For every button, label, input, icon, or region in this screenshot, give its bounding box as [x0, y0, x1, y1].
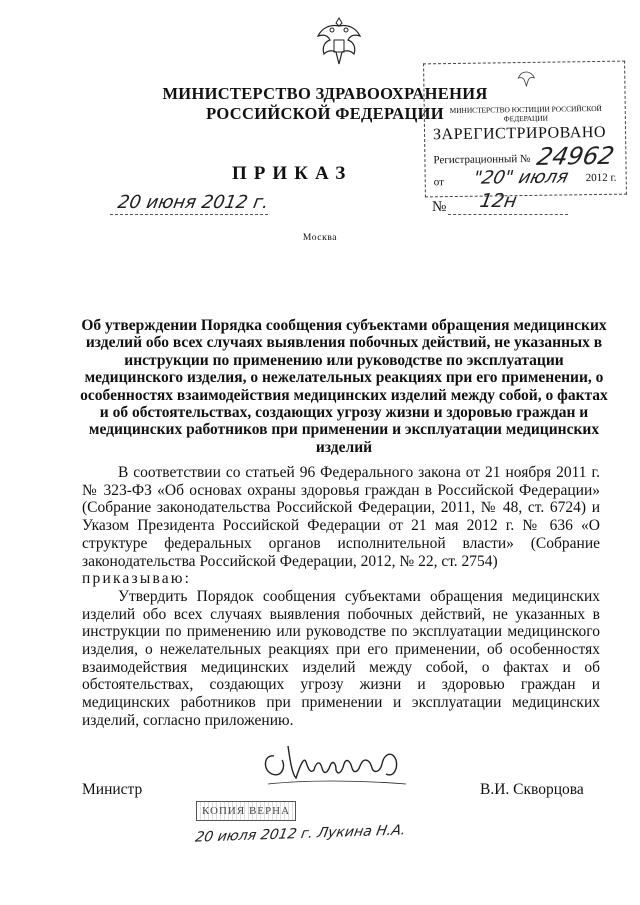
minister-signature — [256, 726, 416, 796]
decision-paragraph: Утвердить Порядок сообщения субъектами обращения медицинских изделий обо всех случаях выявления побочных действий, не указанных в инструкции по применению или руководстве по эксплуатации медицинского изделия, о нежелательных реакциях при его применении, об особенностях взаимодействия медицинских изделий между собой, о фактах и об обстоятельствах, создающих угрозу жизни и здоровью граждан и медицинских работников при применении и эксплуатации медицинских изделий, согласно приложению. — [82, 587, 600, 729]
signer-title: Министр — [82, 781, 143, 798]
stamp-reg-label: Регистрационный № — [433, 152, 531, 167]
order-number-sign: № — [432, 199, 447, 215]
ministry-line-2: РОССИЙСКОЙ ФЕДЕРАЦИИ — [206, 104, 444, 123]
order-heading: ПРИКАЗ — [232, 163, 353, 184]
ministry-line-1: МИНИСТЕРСТВО ЗДРАВООХРАНЕНИЯ — [162, 84, 488, 103]
document-title: Об утверждении Порядка сообщения субъектами обращения медицинских изделий обо всех случаях выявления побочных действий, не указанных в инструкции по применению или руководстве по эксплуатации медицинского изделия, о нежелательных реакциях при его применении, о особенностях взаимодействия медицинских изделий между собой, о фактах и об обстоятельствах, создающих угрозу жизни и здоровью граждан и медицинских работников при применении и эксплуатации медицинских изделий — [80, 317, 608, 456]
order-city: Москва — [302, 233, 338, 243]
stamp-ministry: МИНИСТЕРСТВО ЮСТИЦИИ РОССИЙСКОЙ ФЕДЕРАЦИИ — [449, 103, 602, 124]
coat-of-arms-icon — [312, 14, 366, 70]
document-body — [82, 464, 600, 730]
stamp-year: 2012 г. — [585, 171, 617, 185]
date-underline — [110, 214, 268, 215]
copy-stamp: КОПИЯ ВЕРНА — [196, 801, 296, 821]
stamp-date-handwritten: "20" июля — [471, 166, 571, 189]
stamp-status: ЗАРЕГИСТРИРОВАНО — [432, 123, 607, 144]
stamp-date-label: от — [433, 176, 444, 189]
order-word: приказываю: — [82, 570, 192, 588]
preamble-paragraph: В соответствии со статьей 96 Федерального закона от 21 ноября 2011 г. № 323-ФЗ «Об основах охраны здоровья граждан в Российской Федерации» (Собрание законодательства Российской Федерации, 2011, № 48, ст. 6724) и Указом Президента Российской Федерации от 21 мая 2012 г. № 636 «О структуре федеральных органов исполнительной власти» (Собрание законодательства Российской Федерации, 2012, № 22, ст. 2754) — [82, 464, 600, 570]
order-date: 20 июня 2012 г. — [116, 192, 271, 213]
copy-note: 20 июля 2012 г. Лукина Н.А. — [193, 822, 407, 846]
registration-stamp — [423, 61, 627, 198]
stamp-reg-number: 24962 — [534, 141, 617, 171]
order-number: 12н — [478, 190, 519, 212]
number-underline — [448, 214, 568, 215]
stamp-emblem-icon — [516, 69, 536, 89]
signer-name: В.И. Скворцова — [480, 781, 584, 798]
